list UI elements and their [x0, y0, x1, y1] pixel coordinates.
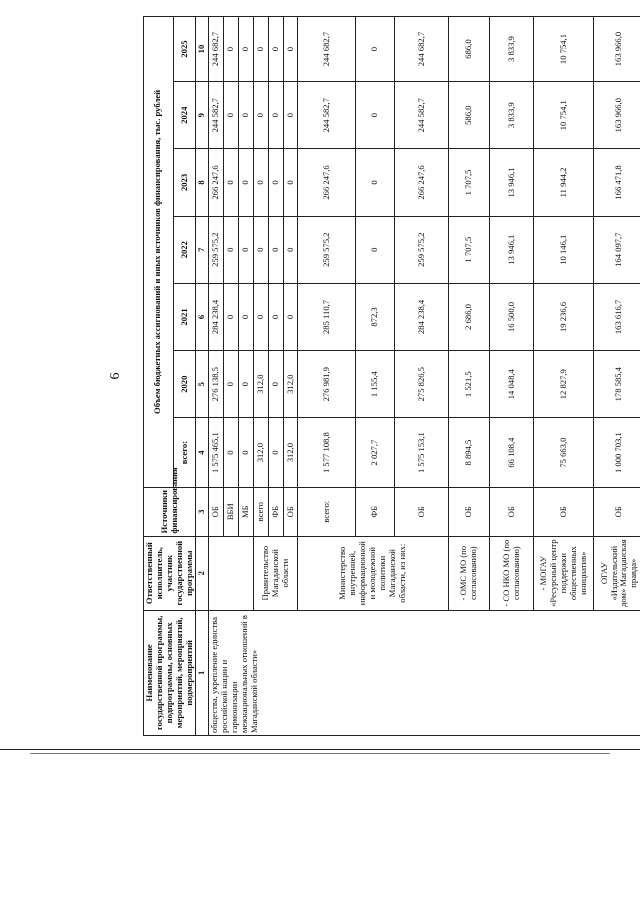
source-cell: ОБ	[448, 487, 490, 536]
responsible-cell: - ОМС МО (по согласованию)	[448, 536, 490, 610]
year-value-cell: 13 946,1	[490, 216, 534, 283]
total-value-cell: 0	[238, 418, 253, 488]
year-value-cell: 0	[238, 149, 253, 216]
year-value-cell: 686,0	[448, 17, 490, 82]
year-value-cell: 0	[356, 17, 395, 82]
year-value-cell: 0	[224, 17, 239, 82]
year-value-cell: 1 707,5	[448, 216, 490, 283]
year-value-cell: 244 582,7	[209, 82, 224, 149]
source-cell: ОБ	[209, 487, 224, 536]
year-value-cell: 1 155,4	[356, 351, 395, 418]
responsible-cell: Правительство Магаданской области	[253, 536, 298, 610]
year-value-cell: 0	[356, 149, 395, 216]
year-value-cell: 10 754,1	[533, 82, 593, 149]
year-value-cell: 166 471,8	[594, 149, 640, 216]
year-value-cell: 259 575,2	[298, 216, 356, 283]
year-value-cell: 0	[224, 149, 239, 216]
year-value-cell: 312,0	[283, 351, 298, 418]
col-number: 9	[196, 82, 209, 149]
year-value-cell: 244 682,7	[209, 17, 224, 82]
year-value-cell: 276 981,9	[298, 351, 356, 418]
year-value-cell: 163 966,0	[594, 17, 640, 82]
header-year: 2024	[173, 82, 196, 149]
col-number: 6	[196, 283, 209, 350]
year-value-cell: 0	[283, 216, 298, 283]
year-value-cell: 872,3	[356, 283, 395, 350]
total-value-cell: 312,0	[283, 418, 298, 488]
year-value-cell: 0	[283, 149, 298, 216]
page-divider	[0, 749, 640, 750]
year-value-cell: 0	[356, 82, 395, 149]
year-value-cell: 163 616,7	[594, 283, 640, 350]
year-value-cell: 312,0	[253, 351, 268, 418]
year-value-cell: 10 754,1	[533, 17, 593, 82]
year-value-cell: 276 138,5	[209, 351, 224, 418]
year-value-cell: 275 826,5	[395, 351, 448, 418]
total-value-cell: 0	[224, 418, 239, 488]
header-volume: Объем бюджетных ассигнований и иных источников финансирования, тыс. рублей	[144, 17, 174, 488]
header-name: Наименование государственной программы, подпрограммы, основных мероприятий, мероприятий, подмероприятий	[144, 610, 196, 735]
total-value-cell: 1 000 703,1	[594, 418, 640, 488]
header-year: 2025	[173, 17, 196, 82]
year-value-cell: 0	[268, 149, 283, 216]
col-number: 3	[196, 487, 209, 536]
source-cell: ВБИ	[224, 487, 239, 536]
year-value-cell: 3 833,9	[490, 82, 534, 149]
source-cell: всего:	[298, 487, 356, 536]
year-value-cell: 3 833,9	[490, 17, 534, 82]
page-divider-thin	[30, 753, 610, 754]
total-value-cell: 2 027,7	[356, 418, 395, 488]
year-value-cell: 0	[283, 17, 298, 82]
year-value-cell: 0	[238, 216, 253, 283]
year-value-cell: 12 827,9	[533, 351, 593, 418]
source-cell: ОБ	[594, 487, 640, 536]
year-value-cell: 259 575,2	[395, 216, 448, 283]
year-value-cell: 266 247,6	[298, 149, 356, 216]
year-value-cell: 284 238,4	[209, 283, 224, 350]
source-cell: МБ	[238, 487, 253, 536]
year-value-cell: 244 682,7	[298, 17, 356, 82]
year-value-cell: 163 966,0	[594, 82, 640, 149]
year-value-cell: 11 944,2	[533, 149, 593, 216]
rotated-page-content	[97, 16, 639, 736]
header-source: Источники финансирования	[144, 487, 196, 536]
year-value-cell: 0	[356, 216, 395, 283]
table-body	[209, 17, 640, 736]
year-value-cell: 0	[238, 351, 253, 418]
year-value-cell: 0	[238, 17, 253, 82]
total-value-cell: 312,0	[253, 418, 268, 488]
source-cell: всего	[253, 487, 268, 536]
col-number: 4	[196, 418, 209, 488]
year-value-cell: 2 686,0	[448, 283, 490, 350]
source-cell: ФБ	[268, 487, 283, 536]
year-value-cell: 0	[268, 17, 283, 82]
source-cell: ОБ	[283, 487, 298, 536]
year-value-cell: 0	[224, 216, 239, 283]
year-value-cell: 0	[253, 82, 268, 149]
col-number: 8	[196, 149, 209, 216]
year-value-cell: 178 585,4	[594, 351, 640, 418]
year-value-cell: 266 247,6	[395, 149, 448, 216]
responsible-cell: - МОГАУ «Ресурсный центр поддержки общественных инициатив»	[533, 536, 593, 610]
year-value-cell: 0	[224, 351, 239, 418]
program-name-cell: общества, укрепление единства российской нации и гармонизации межнациональных отношений в Магаданской области»	[209, 610, 640, 735]
year-value-cell: 0	[253, 17, 268, 82]
year-value-cell: 0	[283, 82, 298, 149]
year-value-cell: 0	[283, 283, 298, 350]
col-number: 2	[196, 536, 209, 610]
year-value-cell: 14 048,4	[490, 351, 534, 418]
year-value-cell: 1 707,5	[448, 149, 490, 216]
year-value-cell: 0	[268, 283, 283, 350]
col-number: 5	[196, 351, 209, 418]
header-year: 2023	[173, 149, 196, 216]
year-value-cell: 1 521,5	[448, 351, 490, 418]
year-value-cell: 244 582,7	[395, 82, 448, 149]
total-value-cell: 66 108,4	[490, 418, 534, 488]
responsible-cell: Министерство внутренней, информационной и молодежной политики Магаданской области, из них:	[298, 536, 448, 610]
total-value-cell: 75 663,0	[533, 418, 593, 488]
year-value-cell: 244 682,7	[395, 17, 448, 82]
total-value-cell: 8 894,5	[448, 418, 490, 488]
col-number: 1	[196, 610, 209, 735]
header-year: 2021	[173, 283, 196, 350]
year-value-cell: 0	[268, 351, 283, 418]
source-cell: ОБ	[533, 487, 593, 536]
page-number: 6	[108, 372, 123, 380]
year-value-cell: 285 110,7	[298, 283, 356, 350]
year-value-cell: 164 097,7	[594, 216, 640, 283]
year-value-cell: 586,0	[448, 82, 490, 149]
responsible-cell: ОГАУ «Издательский дом» Магаданская правда»	[594, 536, 640, 610]
total-value-cell: 1 575 465,1	[209, 418, 224, 488]
header-year: 2022	[173, 216, 196, 283]
header-year: 2020	[173, 351, 196, 418]
col-number: 10	[196, 17, 209, 82]
year-value-cell: 266 247,6	[209, 149, 224, 216]
year-value-cell: 0	[253, 149, 268, 216]
year-value-cell: 0	[253, 216, 268, 283]
col-number: 7	[196, 216, 209, 283]
header-total: всего:	[173, 418, 196, 488]
year-value-cell: 13 946,1	[490, 149, 534, 216]
source-cell: ОБ	[395, 487, 448, 536]
table-row	[209, 17, 224, 736]
year-value-cell: 0	[224, 82, 239, 149]
year-value-cell: 284 238,4	[395, 283, 448, 350]
year-value-cell: 259 575,2	[209, 216, 224, 283]
year-value-cell: 0	[268, 216, 283, 283]
year-value-cell: 0	[224, 283, 239, 350]
year-value-cell: 0	[253, 283, 268, 350]
responsible-cell	[209, 536, 254, 610]
financing-table	[143, 16, 640, 736]
total-value-cell: 1 575 153,1	[395, 418, 448, 488]
source-cell: ОБ	[490, 487, 534, 536]
responsible-cell: - СО НКО МО (по согласованию)	[490, 536, 534, 610]
year-value-cell: 16 500,0	[490, 283, 534, 350]
year-value-cell: 19 236,6	[533, 283, 593, 350]
total-value-cell: 0	[268, 418, 283, 488]
year-value-cell: 0	[238, 82, 253, 149]
total-value-cell: 1 577 108,8	[298, 418, 356, 488]
source-cell: ФБ	[356, 487, 395, 536]
year-value-cell: 0	[268, 82, 283, 149]
year-value-cell: 0	[238, 283, 253, 350]
year-value-cell: 244 582,7	[298, 82, 356, 149]
year-value-cell: 10 146,1	[533, 216, 593, 283]
header-responsible: Ответственный исполнитель, участник государственной программы	[144, 536, 196, 610]
